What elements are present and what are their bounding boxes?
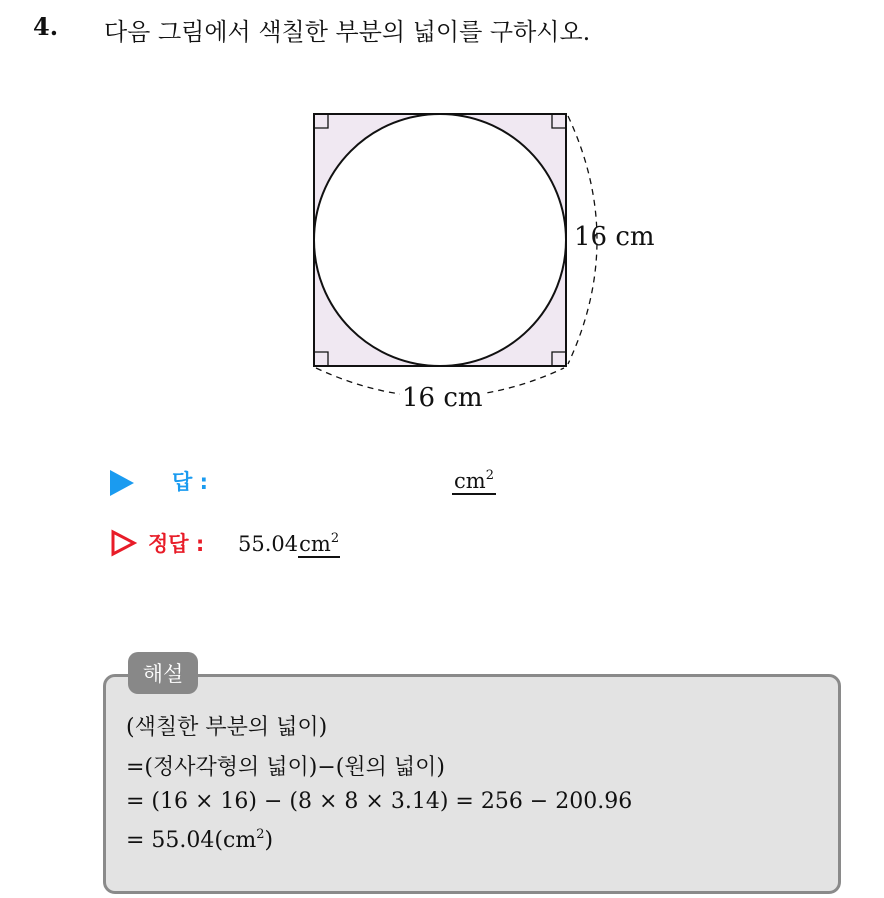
solution-line-4: = $55.04(cm^2)$ xyxy=(126,827,274,853)
answer-label: 답 : xyxy=(172,470,208,494)
solution-tag: 해설 xyxy=(128,652,198,694)
square-circle-figure xyxy=(290,100,670,420)
correct-arrow xyxy=(110,529,138,557)
solution-line-1: (색칠한 부분의 넓이) xyxy=(126,715,328,740)
bottom-side-label: 16 cm xyxy=(402,383,483,413)
answer-unit: $cm^2$ xyxy=(454,468,494,493)
right-side-label: 16 cm xyxy=(574,222,655,252)
shaded-region xyxy=(314,114,566,366)
solution-box xyxy=(103,674,841,894)
correct-value: $55.04cm^2$ xyxy=(238,531,340,556)
solution-line-3: = (16 × 16) − (8 × 8 × 3.14) = 256 − 200.96 xyxy=(126,789,633,814)
answer-arrow xyxy=(110,466,134,500)
correct-label: 정답 : xyxy=(148,532,205,556)
question-text: 다음 그림에서 색칠한 부분의 넓이를 구하시오. xyxy=(104,18,591,46)
solution-line-2: =(정사각형의 넓이)−(원의 넓이) xyxy=(126,755,445,780)
question-number: 4. xyxy=(33,12,59,41)
